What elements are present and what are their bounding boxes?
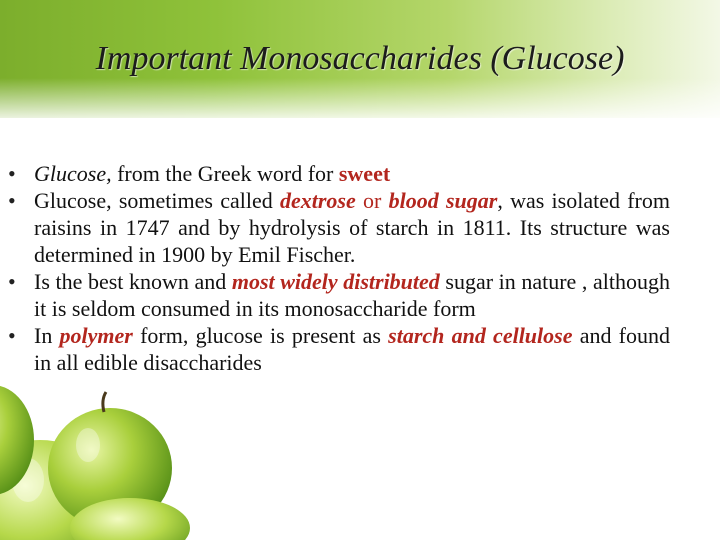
bullet-dot-icon: • (8, 323, 16, 348)
bullet-keyword: polymer (59, 323, 133, 348)
bullet-text: Is the best known and (34, 269, 232, 294)
bullet-dot-icon: • (8, 161, 16, 186)
bullet-keyword: starch and cellulose (388, 323, 573, 348)
bullet-text: , was isolated from raisins in 1747 and by hydrolysis of starch in 1811. Its structure was determined in 1900 by Emil Fischer. (34, 188, 671, 267)
slide-title: Important Monosaccharides (Glucose) (95, 40, 625, 77)
bullet-text: form, glucose is present as (132, 323, 389, 348)
bullet-keyword: sweet (338, 161, 391, 186)
bullet-text: In (34, 323, 60, 348)
bullet-text: sugar in nature , although it is seldom consumed in its monosaccharide form (34, 269, 670, 321)
bullet-keyword: blood sugar (388, 188, 498, 213)
bullet-keyword: dextrose (279, 188, 356, 213)
bullet-text: or (355, 188, 389, 213)
bullet-keyword: most widely distributed (231, 269, 440, 294)
list-item (8, 322, 670, 376)
bullet-dot-icon: • (8, 269, 16, 294)
list-item (8, 268, 670, 322)
bullet-text: and found in all edible disaccharides (34, 323, 671, 375)
bullet-list (8, 160, 670, 376)
bullet-text: from the Greek word for (111, 161, 339, 186)
bullet-text: Glucose, (34, 161, 112, 186)
list-item (8, 187, 670, 268)
bullet-text: Glucose, sometimes called (34, 188, 280, 213)
list-item (8, 160, 670, 187)
bullet-dot-icon: • (8, 188, 16, 213)
